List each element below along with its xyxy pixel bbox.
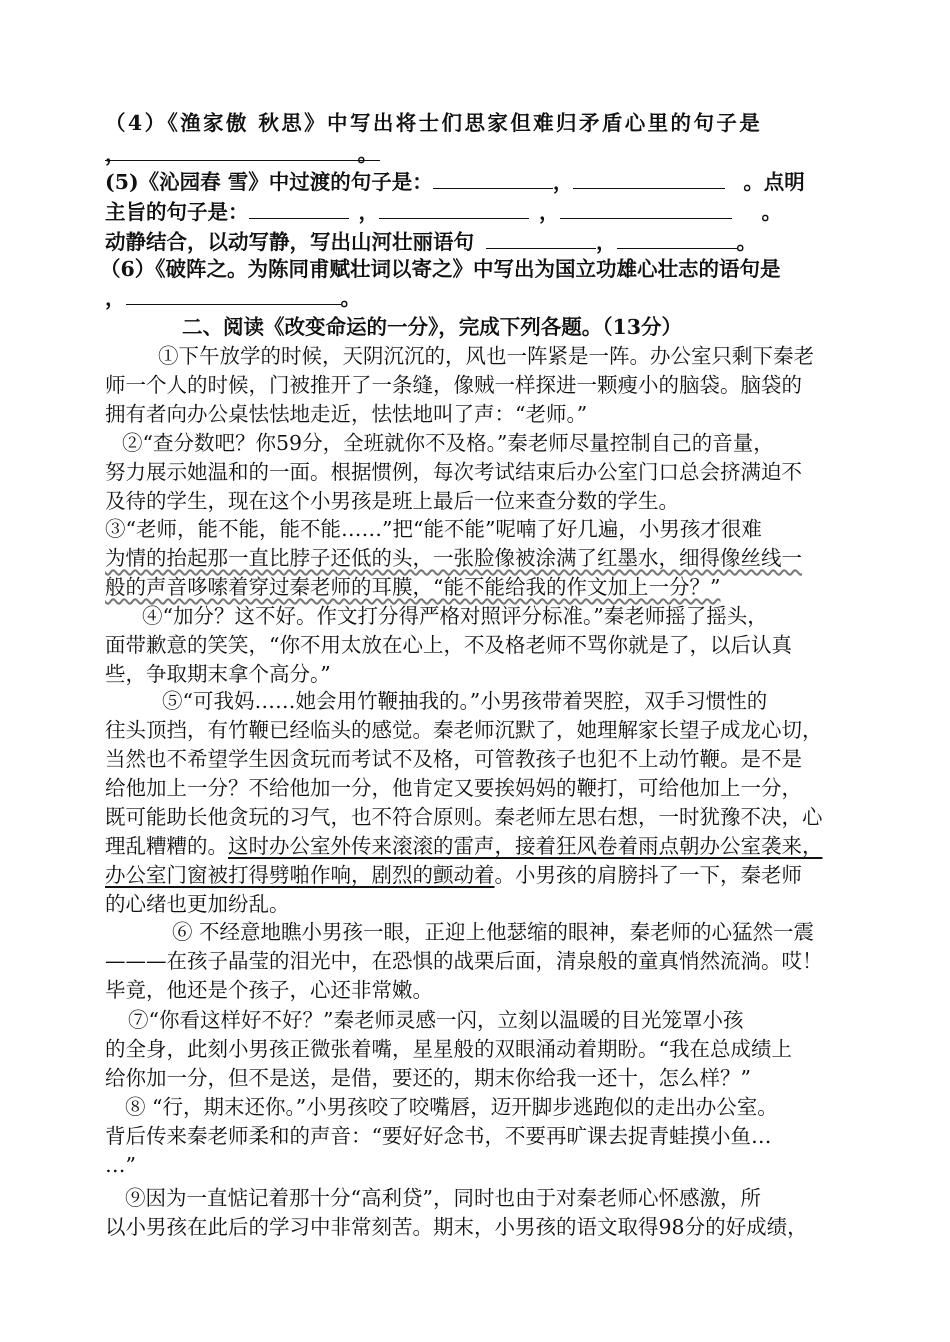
passage-line: ⑥ 不经意地瞧小男孩一眼，正迎上他瑟缩的眼神，秦老师的心猛然一震	[172, 920, 815, 944]
passage-line: ③“老师，能不能，能不能……”把“能不能”呢喃了好几遍，小男孩才很难	[105, 517, 762, 541]
passage-underlined-text: 办公室门窗被打得劈啪作响，剧烈的颤动着	[105, 863, 495, 887]
passage-text: 理乱糟糟的。	[105, 834, 228, 858]
passage-line: ———在孩子晶莹的泪光中，在恐惧的战栗后面，清泉般的童真悄然流淌。哎！	[105, 949, 823, 973]
q5-theme-blank-3[interactable]	[560, 198, 732, 219]
q4-answer-blank[interactable]	[126, 140, 358, 161]
passage-line: …”	[105, 1153, 136, 1177]
passage-text: 。小男孩的肩膀抖了一下，秦老师	[494, 863, 802, 887]
q5-label-transition: (5)《沁园春 雪》中过渡的句子是：	[105, 170, 433, 194]
passage-line-underlined-b	[105, 860, 858, 890]
q4-top-rule	[105, 160, 380, 161]
passage-line: 为情的抬起那一直比脖子还低的头，一张脸像被涂满了红墨水，细得像丝线一	[105, 546, 802, 570]
q4-line2	[105, 139, 858, 169]
passage-line: 努力展示她温和的一面。根据惯例，每次考试结束后办公室门口总会挤满迫不	[105, 460, 802, 484]
q4-line1: （4）《渔家傲 秋思》中写出将士们思家但难归矛盾心里的句子是	[105, 111, 763, 135]
passage-line: ②“查分数吧？你59分，全班就你不及格。”秦老师尽量控制自己的音量，	[122, 431, 774, 455]
passage-line: 给你加一分，但不是送，是借，要还的，期末你给我一还十，怎么样？”	[105, 1066, 751, 1090]
passage-line: ①下午放学的时候，天阴沉沉的，风也一阵紧是一阵。办公室只剩下秦老	[158, 344, 814, 368]
passage-line: ⑦“你看这样好不好？”秦老师灵感一闪，立刻以温暖的目光笼罩小孩	[128, 1008, 744, 1032]
passage-line: 师一个人的时候，门被推开了一条缝，像贼一样探进一颗瘦小的脑袋。脑袋的	[105, 373, 802, 397]
passage-line: 的全身，此刻小男孩正微张着嘴，星星般的双眼涌动着期盼。“我在总成绩上	[105, 1037, 792, 1061]
q5-transition-blank-2[interactable]	[573, 168, 725, 189]
q6-line2	[105, 283, 858, 313]
q6-answer-blank[interactable]	[126, 284, 341, 305]
passage-line: ⑤“可我妈……她会用竹鞭抽我的。”小男孩带着哭腔，双手习惯性的	[162, 689, 768, 713]
q4-prefix: ，	[105, 142, 126, 166]
passage-line: 及待的学生，现在这个小男孩是班上最后一位来查分数的学生。	[105, 489, 679, 513]
passage-line: 以小男孩在此后的学习中非常刻苦。期末，小男孩的语文取得98分的好成绩，	[105, 1215, 808, 1239]
passage-line: 往头顶挡，有竹鞭已经临头的感觉。秦老师沉默了，她理解家长望子成龙心切，	[105, 718, 823, 742]
q5-period-2: 。	[761, 200, 782, 224]
q5-theme-blank-1[interactable]	[249, 198, 349, 219]
passage-line: ⑧ “行，期末还你。”小男孩咬了咬嘴唇，迈开脚步逃跑似的走出办公室。	[125, 1095, 778, 1119]
q5-line3	[105, 227, 858, 257]
passage-underlined-text: 这时办公室外传来滚滚的雷声，接着狂风卷着雨点朝办公室袭来，	[228, 834, 823, 858]
q6-prefix: ，	[105, 286, 126, 310]
passage-line: 当然也不希望学生因贪玩而考试不及格，可管教孩子也犯不上动竹鞭。是不是	[105, 747, 802, 771]
passage-line: 些，争取期末拿个高分。”	[105, 662, 331, 686]
q5-transition-blank-1[interactable]	[433, 168, 553, 189]
passage-line: 的心绪也更加纷乱。	[105, 892, 290, 916]
q4-suffix: 。	[357, 142, 378, 166]
passage-line: ④“加分？这不好。作文打分得严格对照评分标准。”秦老师摇了摇头，	[142, 604, 768, 628]
q5-line2	[105, 197, 858, 227]
passage-line: 拥有者向办公桌怯怯地走近，怯怯地叫了声：“老师。”	[105, 402, 588, 426]
passage-line: 毕竟，他还是个孩子，心还非常嫩。	[105, 978, 433, 1002]
q5-label-theme: 主旨的句子是：	[105, 200, 249, 224]
q5-scenery-blank-2[interactable]	[617, 228, 737, 249]
passage-line: ⑨因为一直惦记着那十分“高利贷”，同时也由于对秦老师心怀感激，所	[125, 1186, 761, 1210]
passage-line: 面带歉意的笑笑，“你不用太放在心上，不及格老师不骂你就是了，以后认真	[105, 633, 792, 657]
q5-label-scenery: 动静结合，以动写静，写出山河壮丽语句	[105, 230, 474, 254]
passage-line: 既可能助长他贪玩的习气，也不符合原则。秦老师左思右想，一时犹豫不决，心	[105, 805, 823, 829]
passage-line: 般的声音哆嗦着穿过秦老师的耳膜，“能不能给我的作文加上一分？”	[105, 575, 721, 599]
q5-theme-blank-2[interactable]	[379, 198, 529, 219]
section-heading: 二、阅读《改变命运的一分》，完成下列各题。（13分）	[182, 315, 683, 339]
q6-line1: （6）《破阵之。为陈同甫赋壮词以寄之》中写出为国立功雄心壮志的语句是	[100, 257, 781, 281]
q5-period-3: 。	[736, 230, 757, 254]
passage-line-underlined-a	[105, 831, 858, 861]
q5-comma-2: ，	[358, 200, 379, 224]
q5-scenery-blank-1[interactable]	[486, 228, 596, 249]
q6-suffix: 。	[340, 286, 361, 310]
passage-line: 给他加上一分？不给他加一分，他肯定又要挨妈妈的鞭打，可给他加上一分，	[105, 776, 802, 800]
q5-comma-3: ，	[539, 200, 560, 224]
passage-line: 背后传来秦老师柔和的声音：“要好好念书，不要再旷课去捉青蛙摸小鱼…	[105, 1124, 772, 1148]
q5-line1	[105, 167, 858, 197]
q5-comma-4: ，	[596, 230, 617, 254]
q5-theme-intro: 。点明	[743, 170, 805, 194]
q5-comma-1: ，	[552, 170, 574, 194]
